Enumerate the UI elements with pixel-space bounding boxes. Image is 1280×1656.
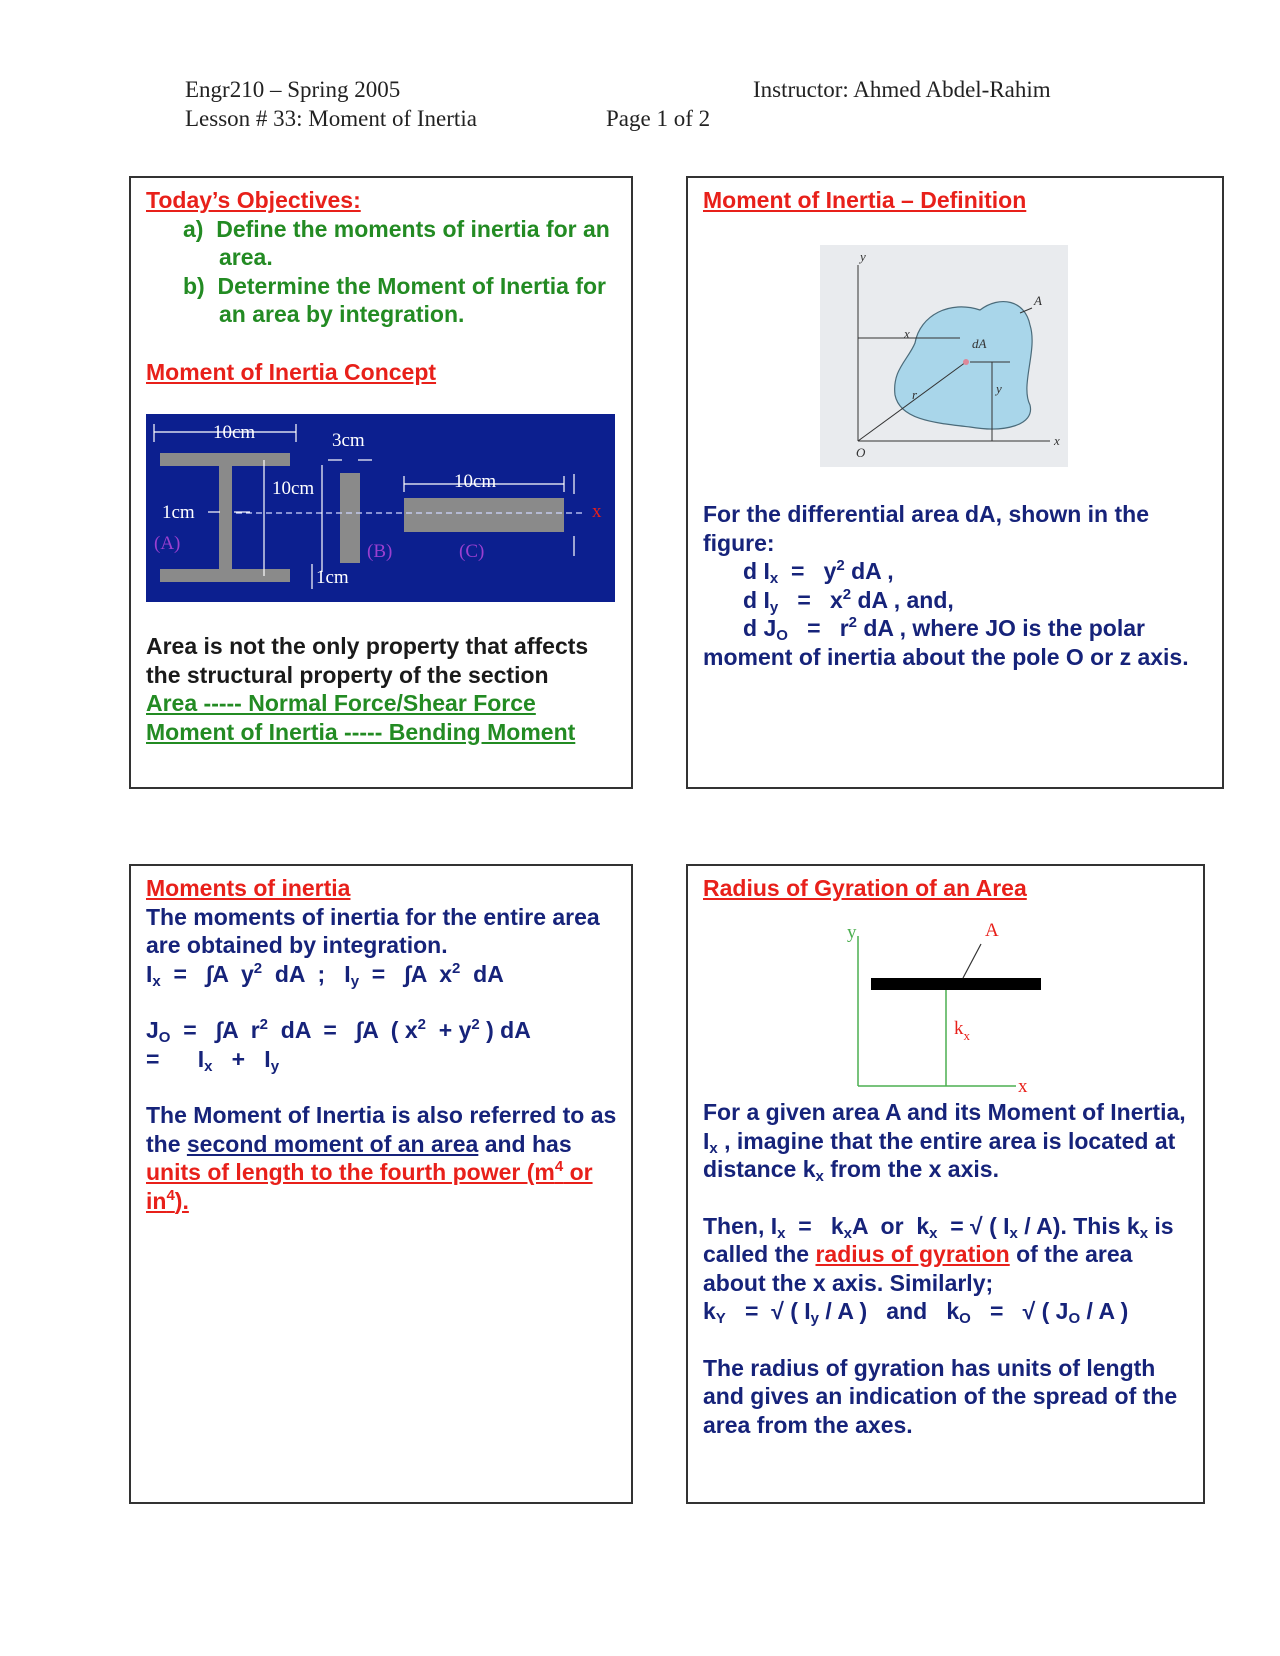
units-sup2: 4 xyxy=(166,1186,175,1204)
sum-sub2: y xyxy=(270,1057,280,1075)
jo-eq: = ∫A r xyxy=(170,1017,260,1043)
moments-paragraph xyxy=(146,1101,626,1215)
objective-b-text: Determine the Moment of Inertia for an area by integration. xyxy=(217,272,606,327)
concept-title: Moment of Inertia Concept xyxy=(146,359,437,385)
p3-c: / A ) and k xyxy=(819,1298,960,1324)
dix-rhs: y xyxy=(823,558,837,584)
label-x: x xyxy=(1018,1076,1028,1092)
sum-sub1: x xyxy=(204,1057,213,1075)
moments-intro: The moments of inertia for the entire area are obtained by integration. xyxy=(146,903,600,958)
djo-rhs: r xyxy=(839,615,849,641)
gyration-p1 xyxy=(703,1098,1198,1184)
iy-tail: dA xyxy=(460,960,504,987)
units-b: or in xyxy=(146,1159,593,1214)
sum-line xyxy=(146,1045,626,1074)
da-element xyxy=(963,359,969,365)
dix-line xyxy=(703,557,1213,586)
p2-sub3: x xyxy=(929,1224,938,1242)
dix-sup: 2 xyxy=(836,557,845,574)
jo-tail: ) dA xyxy=(479,1017,531,1043)
units-phrase xyxy=(146,1159,593,1214)
units-a: units of length to the fourth power (m xyxy=(146,1159,555,1185)
ix: I xyxy=(146,960,153,987)
p2-sub2: x xyxy=(843,1224,852,1242)
gyration-text xyxy=(703,1098,1198,1439)
p1-sub2: x xyxy=(815,1168,824,1185)
jo-line xyxy=(146,1016,626,1045)
p2-f: is called the xyxy=(703,1212,1174,1267)
djo-rhs-b: dA , where JO is the polar xyxy=(856,615,1145,641)
diy-sub: y xyxy=(769,598,779,616)
label-flange: 1cm xyxy=(162,502,195,523)
label-da: dA xyxy=(972,336,987,351)
objectives-text xyxy=(146,186,626,329)
gyration-panel xyxy=(686,864,1205,1504)
iy-sub: y xyxy=(350,972,360,990)
p2-sub4: x xyxy=(1009,1224,1018,1242)
p3-sub1: Y xyxy=(715,1310,726,1327)
jo-sup3: 2 xyxy=(471,1016,480,1033)
p1-c: from the x axis. xyxy=(823,1156,999,1182)
label-kx-k: k xyxy=(954,1018,964,1039)
jo-mid2: + y xyxy=(425,1017,472,1043)
djo-lhs: d J xyxy=(743,615,777,641)
p2-sub1: x xyxy=(777,1224,786,1242)
spacer xyxy=(146,1073,626,1101)
objective-b-marker: b) xyxy=(183,272,205,299)
diy-rhs-b: dA , and, xyxy=(851,586,954,613)
p3-sub2: y xyxy=(810,1310,819,1327)
second-moment-link: second moment of an area xyxy=(186,1130,479,1157)
label-c-width: 10cm xyxy=(454,471,497,492)
p1-sub: x xyxy=(709,1139,718,1157)
diy-sup: 2 xyxy=(842,585,852,603)
label-web-thick: 1cm xyxy=(316,567,349,588)
dix-sub: x xyxy=(769,570,779,587)
a-leader xyxy=(963,944,981,978)
p3-d: = √ ( J xyxy=(970,1298,1069,1324)
header-left xyxy=(185,75,477,133)
label-origin: O xyxy=(856,445,866,460)
objectives-panel xyxy=(129,176,633,789)
moments-title: Moments of inertia xyxy=(146,875,351,901)
dix-eq: = xyxy=(790,558,805,584)
p2-e: / A). This k xyxy=(1017,1212,1140,1239)
objective-a-marker: a) xyxy=(183,215,204,242)
definition-cont: moment of inertia about the pole O or z axis. xyxy=(703,643,1189,670)
gyration-p4: The radius of gyration has units of length and gives an indication of the spread of the area from the axes. xyxy=(703,1354,1178,1438)
area-line: Area ----- Normal Force/Shear Force xyxy=(146,690,536,716)
label-r: r xyxy=(912,387,918,402)
p2-a: Then, I xyxy=(703,1212,778,1239)
definition-text xyxy=(703,500,1213,671)
p3-e: / A ) xyxy=(1080,1298,1129,1324)
section-c xyxy=(404,498,564,532)
definition-intro: For the differential area dA, shown in the figure: xyxy=(703,501,1149,556)
spacer xyxy=(146,988,626,1016)
label-a: (A) xyxy=(154,533,181,554)
label-web-width: 3cm xyxy=(332,430,365,451)
ix-iy-line xyxy=(146,960,626,989)
p3-sub3: O xyxy=(959,1310,971,1327)
label-c: (C) xyxy=(459,541,485,562)
gyration-figure xyxy=(838,906,1078,1092)
ix-sub: x xyxy=(152,972,161,990)
label-a: A xyxy=(985,920,999,941)
label-x-axis: x xyxy=(1054,433,1060,448)
p2-sub5: x xyxy=(1139,1224,1149,1242)
ix-sup: 2 xyxy=(253,959,263,977)
diy-lhs: d I xyxy=(743,586,770,613)
objective-a xyxy=(146,215,626,272)
course-title: Engr210 – Spring 2005 xyxy=(185,77,401,102)
label-top-width: 10cm xyxy=(213,422,256,443)
diy-rhs: x xyxy=(829,586,843,613)
objective-a-text: Define the moments of inertia for an area. xyxy=(216,215,610,270)
i-web xyxy=(219,466,232,569)
units-sup: 4 xyxy=(554,1158,564,1175)
p2-b: = k xyxy=(785,1212,844,1239)
p1-a: For a given area A and its Moment of Inertia, I xyxy=(703,1099,1186,1154)
jo-sup2: 2 xyxy=(417,1016,426,1033)
jo-sub: O xyxy=(158,1029,171,1046)
label-a: A xyxy=(1034,293,1042,308)
para-a: The Moment of Inertia is also referred to as the xyxy=(146,1102,617,1157)
p2-g: of the area about the x axis. Similarly; xyxy=(703,1241,1133,1296)
definition-panel xyxy=(686,176,1224,789)
iy-sup: 2 xyxy=(452,959,461,977)
concept-paragraph: Area is not the only property that affects the structural property of the section xyxy=(146,633,589,688)
section-b xyxy=(340,473,360,563)
label-y-axis: y xyxy=(860,249,866,264)
units-c: ). xyxy=(174,1187,189,1214)
i-bottom-flange xyxy=(160,569,290,582)
objectives-title: Today’s Objectives: xyxy=(146,187,361,213)
djo-sub: O xyxy=(776,627,788,644)
page-number: Page 1 of 2 xyxy=(606,106,711,131)
ix-eq: = ∫A y xyxy=(160,960,254,987)
para-b: and has xyxy=(478,1130,572,1157)
label-x-top: x xyxy=(904,326,910,341)
p3-a: k xyxy=(703,1298,716,1324)
objective-b xyxy=(146,272,626,329)
label-b: (B) xyxy=(367,541,393,562)
label-kx-sub: x xyxy=(963,1028,970,1043)
label-height: 10cm xyxy=(272,478,315,499)
p3-sub4: O xyxy=(1068,1310,1081,1327)
definition-title: Moment of Inertia – Definition xyxy=(703,187,1027,213)
gyration-title: Radius of Gyration of an Area xyxy=(703,875,1027,901)
gyration-p3 xyxy=(703,1297,1198,1326)
djo-sup: 2 xyxy=(848,614,857,631)
label-y-small: y xyxy=(996,381,1002,396)
label-axis-x: x xyxy=(592,501,602,522)
label-kx xyxy=(954,1018,971,1043)
djo-eq: = xyxy=(807,615,821,641)
p2-d: = √ ( I xyxy=(937,1212,1010,1239)
label-y: y xyxy=(847,922,857,943)
jo: J xyxy=(146,1017,159,1043)
p3-b: = √ ( I xyxy=(725,1298,811,1324)
dix-lhs: d I xyxy=(743,558,770,584)
iy-eq: = ∫A x xyxy=(359,960,453,987)
moi-line: Moment of Inertia ----- Bending Moment xyxy=(146,718,576,745)
spacer xyxy=(703,1184,1198,1212)
p2-c: A or k xyxy=(852,1212,930,1239)
ix-tail: dA ; I xyxy=(262,960,351,987)
diy-eq: = xyxy=(797,586,811,613)
sum-eq: = I xyxy=(146,1045,205,1072)
jo-sup: 2 xyxy=(259,1016,268,1033)
radius-of-gyration-link: radius of gyration xyxy=(815,1241,1010,1267)
p1-b: , imagine that the entire area is located at distance k xyxy=(703,1127,1176,1182)
i-top-flange xyxy=(160,453,290,466)
djo-line xyxy=(703,614,1213,643)
gyration-p2 xyxy=(703,1212,1198,1298)
thin-area xyxy=(871,978,1041,990)
definition-figure xyxy=(820,245,1068,467)
dix-rhs-b: dA , xyxy=(844,558,894,584)
sections-figure xyxy=(146,414,615,602)
jo-mid: dA = ∫A ( x xyxy=(267,1017,418,1043)
moments-panel xyxy=(129,864,633,1504)
moments-text xyxy=(146,874,626,1215)
spacer xyxy=(703,1326,1198,1354)
concept-text xyxy=(146,632,626,746)
sum-plus: + I xyxy=(212,1045,271,1072)
diy-line xyxy=(703,586,1213,615)
instructor: Instructor: Ahmed Abdel-Rahim xyxy=(753,77,1051,102)
lesson-title: Lesson # 33: Moment of Inertia xyxy=(185,106,477,131)
